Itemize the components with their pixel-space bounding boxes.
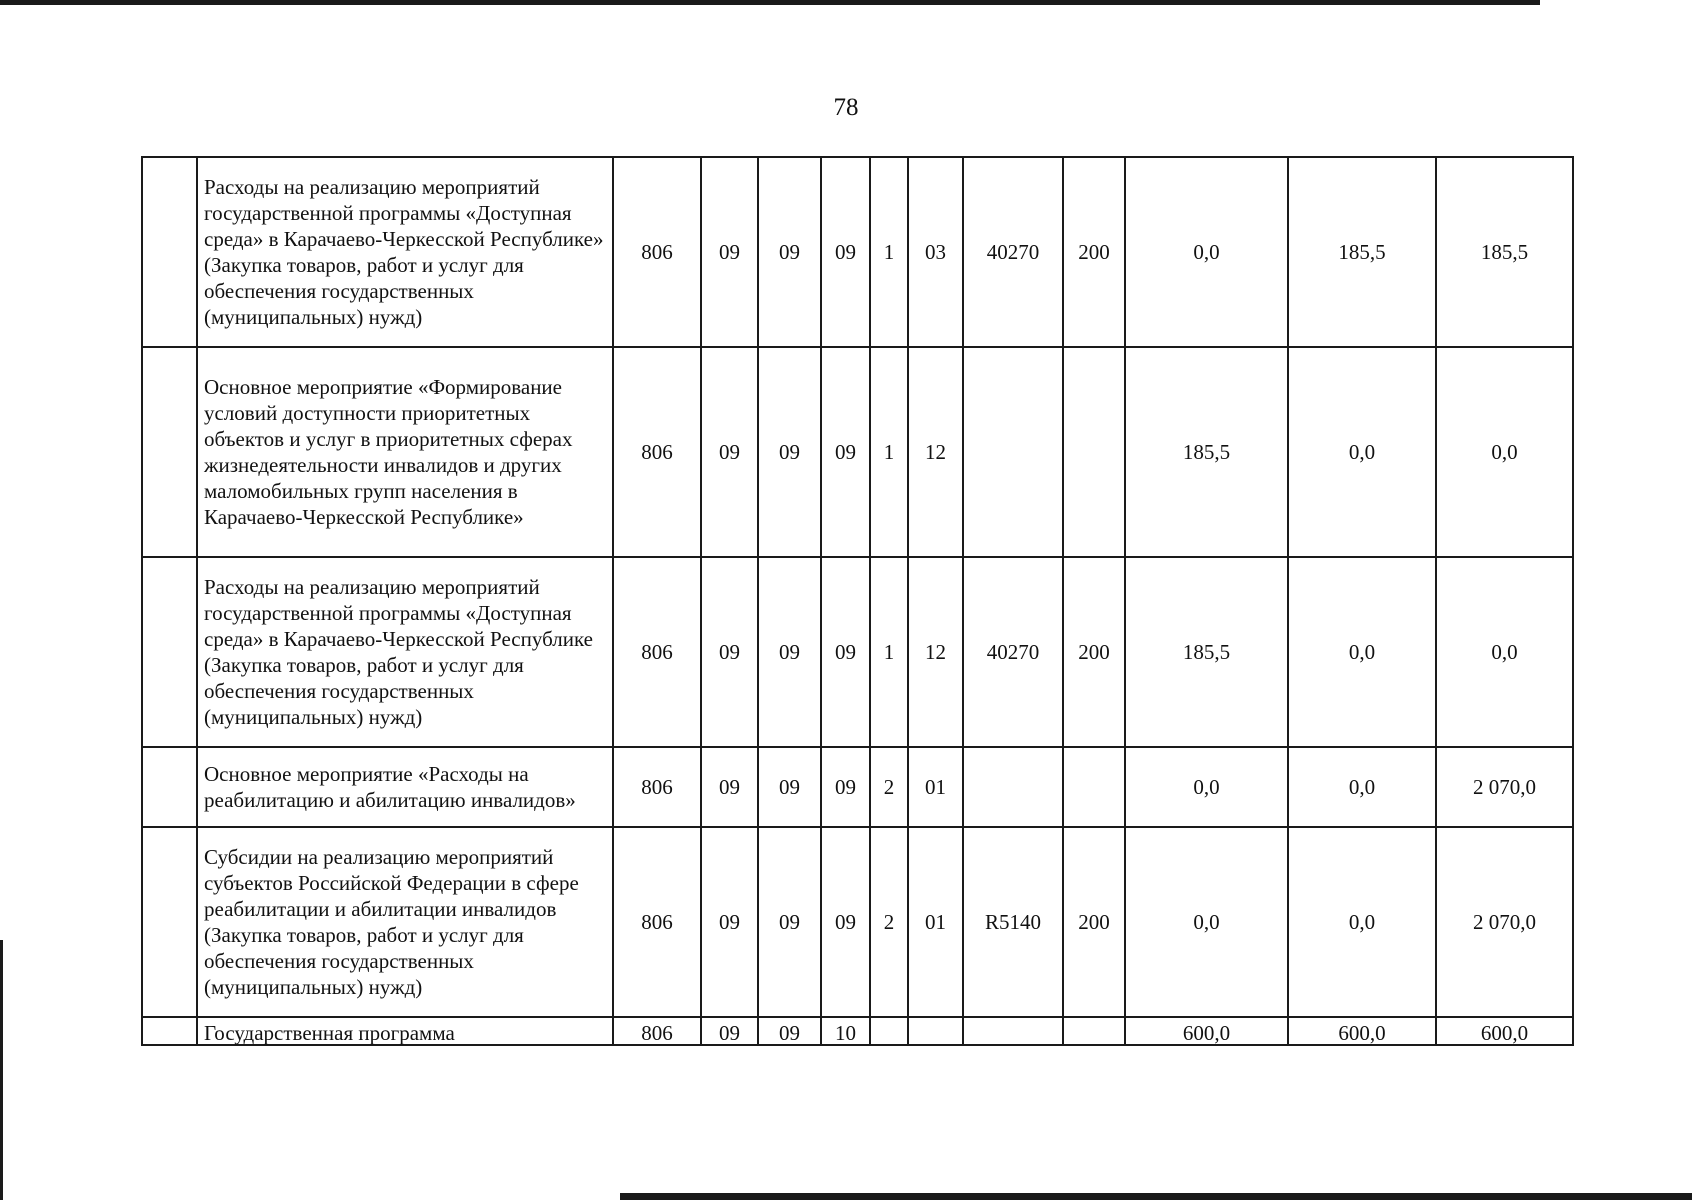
table-row: [142, 1017, 1573, 1045]
row-number-cell: [142, 347, 197, 557]
amount-3-cell: 185,5: [1436, 157, 1573, 347]
expense-type-cell: 200: [1063, 557, 1125, 747]
row-number-cell: [142, 827, 197, 1017]
table-row: [142, 347, 1573, 557]
ministry-code-cell: 806: [613, 557, 701, 747]
subsection-code-cell: 09: [758, 347, 821, 557]
page-number: 78: [833, 94, 859, 121]
subprogram-code-cell: 1: [870, 347, 908, 557]
amount-2-cell: 0,0: [1288, 827, 1436, 1017]
row-number-cell: [142, 747, 197, 827]
subsection-code-cell: 09: [758, 1017, 821, 1045]
amount-1-cell: 185,5: [1125, 347, 1288, 557]
direction-code-cell: [963, 347, 1063, 557]
scan-bottom-edge: [620, 1193, 1692, 1200]
amount-2-cell: 0,0: [1288, 557, 1436, 747]
table-row: [142, 157, 1573, 347]
program-code-cell: 09: [821, 827, 870, 1017]
amount-2-cell: 600,0: [1288, 1017, 1436, 1045]
activity-code-cell: 01: [908, 827, 963, 1017]
scan-top-edge: [0, 0, 1540, 5]
amount-1-cell: 0,0: [1125, 747, 1288, 827]
amount-3-cell: 0,0: [1436, 347, 1573, 557]
section-code-cell: 09: [701, 747, 758, 827]
expense-type-cell: 200: [1063, 827, 1125, 1017]
table-row: [142, 747, 1573, 827]
subprogram-code-cell: 2: [870, 747, 908, 827]
description-cell: Расходы на реализацию мероприятий государственной программы «Доступная среда» в Карачаево-Черкесской Республике» (Закупка товаров, работ и услуг для обеспечения государственных (муниципальных) нужд): [197, 157, 613, 347]
subprogram-code-cell: [870, 1017, 908, 1045]
subprogram-code-cell: 1: [870, 157, 908, 347]
amount-1-cell: 185,5: [1125, 557, 1288, 747]
ministry-code-cell: 806: [613, 1017, 701, 1045]
amount-1-cell: 600,0: [1125, 1017, 1288, 1045]
amount-3-cell: 600,0: [1436, 1017, 1573, 1045]
amount-2-cell: 185,5: [1288, 157, 1436, 347]
direction-code-cell: 40270: [963, 157, 1063, 347]
expense-type-cell: [1063, 1017, 1125, 1045]
subsection-code-cell: 09: [758, 557, 821, 747]
subsection-code-cell: 09: [758, 157, 821, 347]
section-code-cell: 09: [701, 347, 758, 557]
amount-2-cell: 0,0: [1288, 747, 1436, 827]
direction-code-cell: [963, 747, 1063, 827]
ministry-code-cell: 806: [613, 157, 701, 347]
subsection-code-cell: 09: [758, 827, 821, 1017]
row-number-cell: [142, 157, 197, 347]
activity-code-cell: [908, 1017, 963, 1045]
activity-code-cell: 01: [908, 747, 963, 827]
expense-type-cell: [1063, 747, 1125, 827]
description-cell: Основное мероприятие «Формирование условий доступности приоритетных объектов и услуг в приоритетных сферах жизнедеятельности инвалидов и других маломобильных групп населения в Карачаево-Черкесской Республике»: [197, 347, 613, 557]
activity-code-cell: 03: [908, 157, 963, 347]
program-code-cell: 09: [821, 747, 870, 827]
amount-3-cell: 2 070,0: [1436, 827, 1573, 1017]
program-code-cell: 09: [821, 157, 870, 347]
amount-2-cell: 0,0: [1288, 347, 1436, 557]
program-code-cell: 09: [821, 557, 870, 747]
section-code-cell: 09: [701, 157, 758, 347]
row-number-cell: [142, 1017, 197, 1045]
amount-3-cell: 2 070,0: [1436, 747, 1573, 827]
ministry-code-cell: 806: [613, 347, 701, 557]
amount-1-cell: 0,0: [1125, 827, 1288, 1017]
section-code-cell: 09: [701, 557, 758, 747]
table-row: [142, 827, 1573, 1017]
amount-1-cell: 0,0: [1125, 157, 1288, 347]
description-cell: Субсидии на реализацию мероприятий субъектов Российской Федерации в сфере реабилитации и абилитации инвалидов (Закупка товаров, работ и услуг для обеспечения государственных (муниципальных) нужд): [197, 827, 613, 1017]
ministry-code-cell: 806: [613, 827, 701, 1017]
direction-code-cell: R5140: [963, 827, 1063, 1017]
budget-table: [141, 156, 1574, 1046]
scan-left-edge: [0, 940, 3, 1200]
ministry-code-cell: 806: [613, 747, 701, 827]
program-code-cell: 09: [821, 347, 870, 557]
section-code-cell: 09: [701, 1017, 758, 1045]
row-number-cell: [142, 557, 197, 747]
expense-type-cell: 200: [1063, 157, 1125, 347]
subprogram-code-cell: 1: [870, 557, 908, 747]
subprogram-code-cell: 2: [870, 827, 908, 1017]
expense-type-cell: [1063, 347, 1125, 557]
direction-code-cell: 40270: [963, 557, 1063, 747]
direction-code-cell: [963, 1017, 1063, 1045]
description-cell: Государственная программа: [197, 1017, 613, 1045]
table-row: [142, 557, 1573, 747]
subsection-code-cell: 09: [758, 747, 821, 827]
description-cell: Расходы на реализацию мероприятий государственной программы «Доступная среда» в Карачаево-Черкесской Республике (Закупка товаров, работ и услуг для обеспечения государственных (муниципальных) нужд): [197, 557, 613, 747]
description-cell: Основное мероприятие «Расходы на реабилитацию и абилитацию инвалидов»: [197, 747, 613, 827]
amount-3-cell: 0,0: [1436, 557, 1573, 747]
activity-code-cell: 12: [908, 557, 963, 747]
activity-code-cell: 12: [908, 347, 963, 557]
program-code-cell: 10: [821, 1017, 870, 1045]
section-code-cell: 09: [701, 827, 758, 1017]
